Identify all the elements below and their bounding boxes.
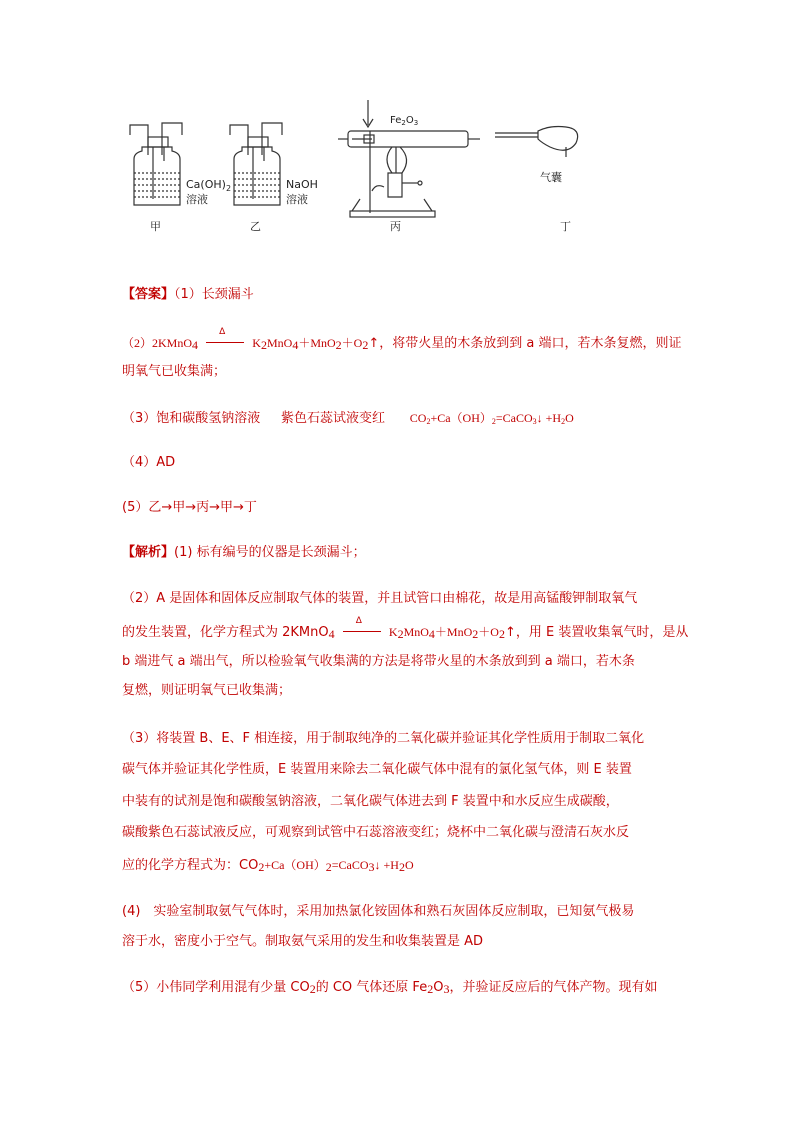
analysis-p3-l2: 碳气体并验证其化学性质，E 装置用来除去二氧化碳气体中混有的氯化氢气体，则 E 装置 [122,762,632,777]
caoh2-equation: $CO_2+Ca(OH)_2=CaCO_3↓ +H_2O$ [409,411,574,426]
analysis-p3-l3: 中装有的试剂是饱和碳酸氢钠溶液，二氧化碳气体进去到 F 装置中和水反应生成碳酸， [122,794,619,809]
apparatus-figure [120,95,600,235]
gas-bag-ding [495,127,578,158]
label-jia: 甲 [150,220,161,233]
naoh-solution-label: 溶液 [286,193,308,206]
analysis-p3-l5: 应的化学方程式为：$CO_2+Ca(OH)_2=CaCO_3↓ +H_2O$ [122,858,414,874]
answer-q3: （3）饱和碳酸氢钠溶液 紫色石蕊试液变红 $CO_2+Ca(OH)_2=CaCO_3↓ +H_2O$ [122,411,574,426]
analysis-p1: 【解析】(1) 标有编号的仪器是长颈漏斗； [122,545,366,560]
analysis-p3-l1: （3）将装置 B、E、F 相连接，用于制取纯净的二氧化碳并验证其化学性质用于制取二氧化 [122,731,645,746]
heating-condition: Δ [341,622,383,638]
svg-text:Ca(OH)2: $Ca(OH)_2$ [186,178,232,193]
bottle-yi [230,123,282,205]
label-bing: 丙 [390,220,401,233]
analysis-p3-l4: 碳酸紫色石蕊试液反应，可观察到试管中石蕊溶液变红；烧杯中二氧化碳与澄清石灰水反 [122,825,630,840]
analysis-p4-l2: 溶于水，密度小于空气。制取氨气采用的发生和收集装置是 AD [122,934,484,949]
answer-q2: （2）2KMnO$_4$ Δ $K_2MnO_4+MnO_2+O_2↑$，将带火星的木条放到到 a 端口，若木条复燃，则证 [122,327,682,352]
naoh-label: NaOH [286,178,318,191]
answer-heading: 【答案】 [122,287,175,302]
answer-q2-cont: 明氧气已收集满； [122,364,227,379]
label-ding: 丁 [560,220,571,233]
gas-bag-label: 气囊 [540,171,562,184]
caoh2-solution-label: 溶液 [186,193,208,206]
analysis-p5: （5）小伟同学利用混有少量 $CO_2$的 CO 气体还原 $Fe_2O_3$，并验证反应后的气体产物。现有如 [122,980,658,996]
analysis-p2-l4: 复燃，则证明氧气已收集满； [122,683,292,698]
analysis-p2-l3: b 端进气 a 端出气，所以检验氧气收集满的方法是将带火星的木条放到到 a 端口，若木条 [122,654,635,669]
heating-condition: Δ [204,333,246,349]
caoh2-label: Ca(OH) [186,178,226,191]
answer-q5: (5）乙→甲→丙→甲→丁 [122,500,257,515]
bottle-jia [130,123,182,205]
analysis-heading: 【解析】 [122,545,175,560]
label-yi: 乙 [250,220,261,233]
analysis-p2-l1: （2）A 是固体和固体反应制取气体的装置，并且试管口由棉花，故是用高锰酸钾制取氧气 [122,591,638,606]
fe2o3-label: $Fe_2O_3$ [390,115,419,127]
answer-q4: （4）AD [122,455,176,470]
answer-q1: 【答案】（1）长颈漏斗 [122,287,254,302]
analysis-p2-l2: 的发生装置，化学方程式为 2KMnO$_4$ Δ $K_2MnO_4+MnO_2+O_2↑$，用 E 装置收集氧气时，是从 [122,616,689,641]
analysis-p4-l1: (4) 实验室制取氨气气体时，采用加热氯化铵固体和熟石灰固体反应制取，已知氨气极易 [122,904,635,919]
